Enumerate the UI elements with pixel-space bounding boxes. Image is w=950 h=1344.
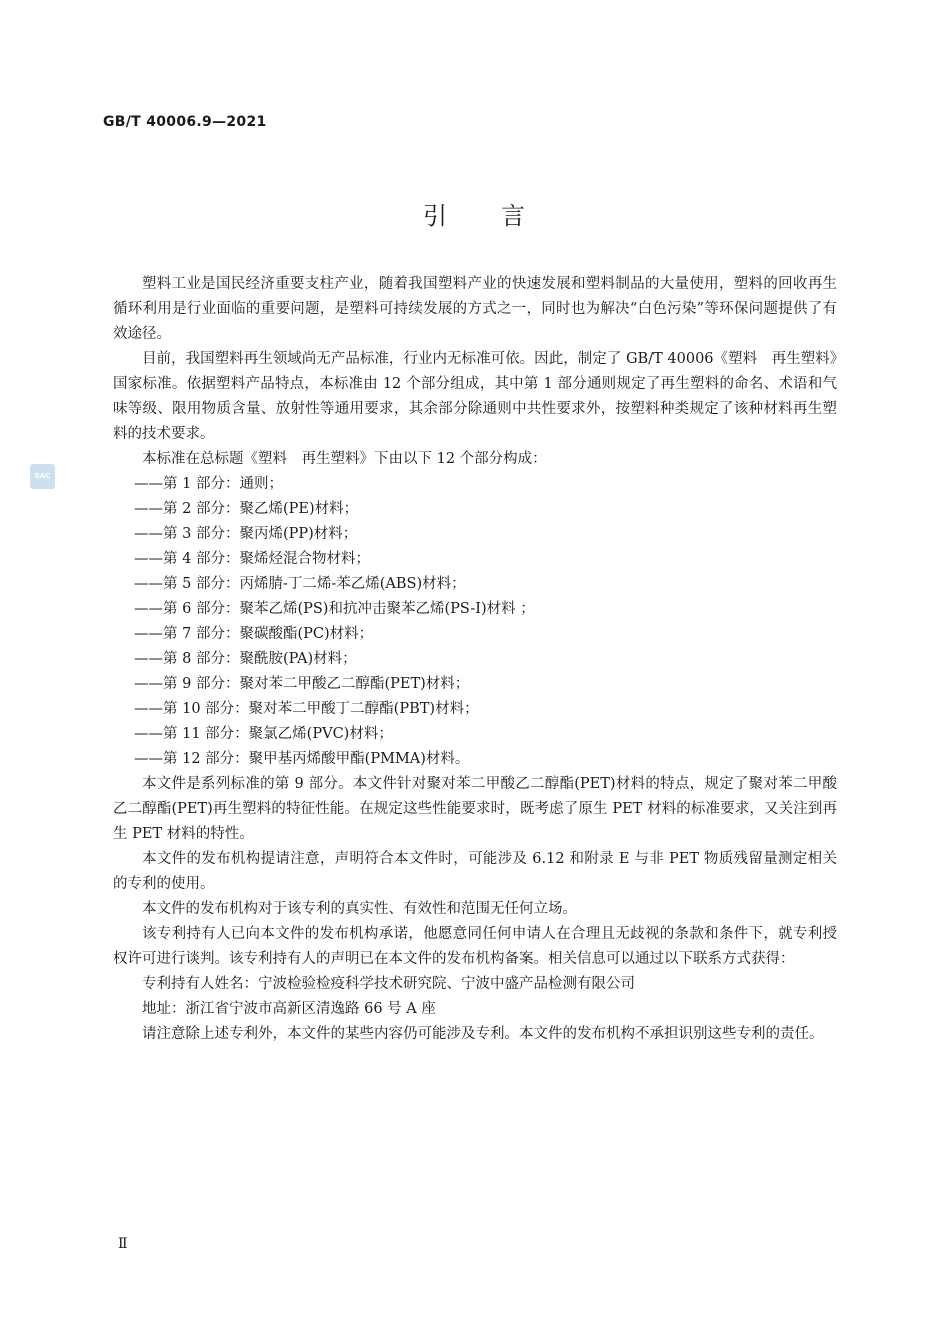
list-item: ——第 9 部分：聚对苯二甲酸乙二醇酯(PET)材料； (134, 676, 470, 692)
paragraph: 目前，我国塑料再生领域尚无产品标准，行业内无标准可依。因此，制定了 GB/T 40006《塑料 再生塑料》国家标准。依据塑料产品特点，本标准由 12 个部分组成，其中第 1 部分通则规定了再生塑料的命名、术语和气味等级、限用物质含量、放射性等通用要求，其余部分除通则中共性要求外，按塑料种类规定了该种材料再生塑料的技术要求。 (113, 351, 837, 442)
sac-watermark-logo: SAC (30, 464, 55, 489)
list-item: ——第 7 部分：聚碳酸酯(PC)材料； (134, 626, 374, 642)
paragraph: 该专利持有人已向本文件的发布机构承诺，他愿意同任何申请人在合理且无歧视的条款和条件下，就专利授权许可进行谈判。该专利持有人的声明已在本文件的发布机构备案。相关信息可以通过以下联系方式获得： (113, 926, 837, 967)
list-item: ——第 6 部分：聚苯乙烯(PS)和抗冲击聚苯乙烯(PS-I)材料 ； (134, 601, 535, 617)
page-title (0, 196, 950, 231)
list-item: ——第 5 部分：丙烯腈-丁二烯-苯乙烯(ABS)材料； (134, 576, 466, 592)
paragraph: 本文件的发布机构对于该专利的真实性、有效性和范围无任何立场。 (142, 901, 577, 917)
address-line: 地址：浙江省宁波市高新区清逸路 66 号 A 座 (142, 1001, 436, 1017)
paragraph: 请注意除上述专利外，本文件的某些内容仍可能涉及专利。本文件的发布机构不承担识别这些专利的责任。 (142, 1026, 824, 1042)
list-item: ——第 1 部分：通则； (134, 476, 283, 492)
title-char-2: 言 (501, 202, 527, 230)
parts-list (113, 472, 837, 772)
list-item: ——第 11 部分：聚氯乙烯(PVC)材料； (134, 726, 393, 742)
list-item: ——第 4 部分：聚烯烃混合物材料； (134, 551, 370, 567)
paragraph: 本标准在总标题《塑料 再生塑料》下由以下 12 个部分构成： (142, 451, 547, 467)
list-item: ——第 3 部分：聚丙烯(PP)材料； (134, 526, 358, 542)
paragraph: 本文件的发布机构提请注意，声明符合本文件时，可能涉及 6.12 和附录 E 与非 PET 物质残留量测定相关的专利的使用。 (113, 851, 837, 892)
list-item: ——第 8 部分：聚酰胺(PA)材料； (134, 651, 357, 667)
paragraph: 塑料工业是国民经济重要支柱产业，随着我国塑料产业的快速发展和塑料制品的大量使用，塑料的回收再生循环利用是行业面临的重要问题，是塑料可持续发展的方式之一，同时也为解决“白色污染”等环保问题提供了有效途径。 (113, 276, 837, 342)
paragraph: 本文件是系列标准的第 9 部分。本文件针对聚对苯二甲酸乙二醇酯(PET)材料的特点，规定了聚对苯二甲酸乙二醇酯(PET)再生塑料的特征性能。在规定这些性能要求时，既考虑了原生 PET 材料的标准要求，又关注到再生 PET 材料的特性。 (113, 776, 837, 842)
list-item: ——第 2 部分：聚乙烯(PE)材料； (134, 501, 359, 517)
title-char-1: 引 (423, 202, 449, 230)
patent-holder-line: 专利持有人姓名：宁波检验检疫科学技术研究院、宁波中盛产品检测有限公司 (142, 976, 635, 992)
standard-code: GB/T 40006.9—2021 (103, 114, 267, 130)
introduction-body (113, 272, 837, 1047)
list-item: ——第 12 部分：聚甲基丙烯酸甲酯(PMMA)材料。 (134, 751, 470, 767)
list-item: ——第 10 部分：聚对苯二甲酸丁二醇酯(PBT)材料； (134, 701, 479, 717)
page-number: Ⅱ (118, 1236, 128, 1252)
